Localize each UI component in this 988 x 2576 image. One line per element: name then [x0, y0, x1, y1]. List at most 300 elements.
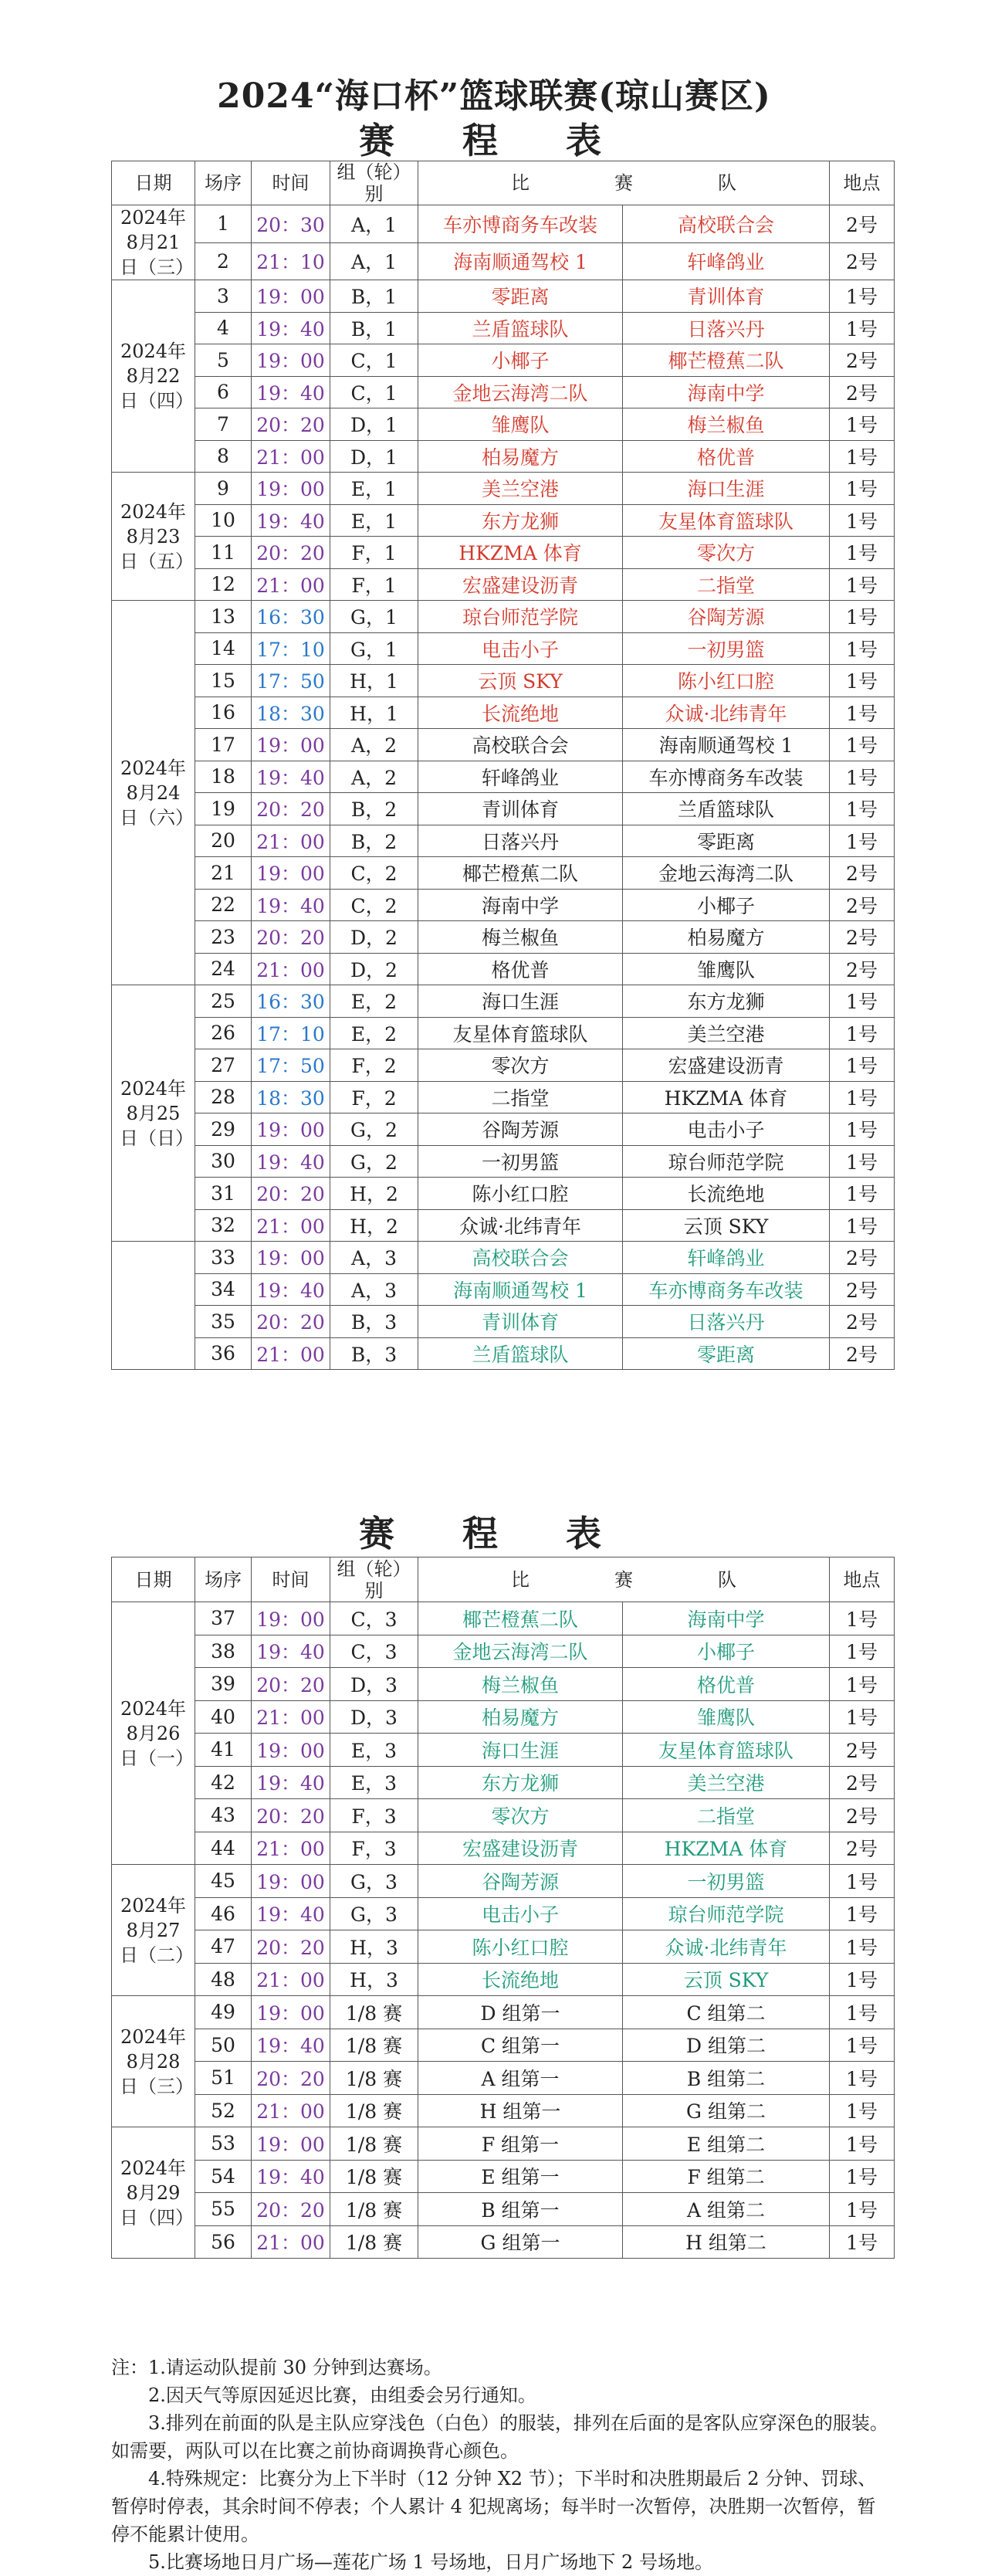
- away-team-cell: E 组第二: [623, 2127, 830, 2161]
- seq-cell: 26: [195, 1017, 252, 1049]
- date-cell: 2024年8月27日（二）: [112, 1865, 195, 1996]
- home-team-cell: 高校联合会: [418, 1242, 623, 1274]
- group-cell: G，1: [330, 632, 418, 665]
- home-team-cell: H 组第一: [418, 2094, 623, 2127]
- group-cell: H，3: [330, 1930, 418, 1964]
- group-cell: E，3: [330, 1766, 418, 1799]
- seq-cell: 18: [195, 761, 252, 793]
- table-row: [112, 1865, 895, 1898]
- home-team-cell: 柏易魔方: [418, 1700, 623, 1734]
- group-cell: A，3: [330, 1242, 418, 1274]
- venue-cell: 1号: [830, 1865, 895, 1898]
- away-team-cell: 格优普: [623, 1668, 830, 1701]
- seq-cell: 48: [195, 1963, 252, 1996]
- seq-cell: 7: [195, 408, 252, 441]
- time-cell: 21：00: [252, 2225, 330, 2259]
- venue-cell: 2号: [830, 242, 895, 280]
- group-cell: C，3: [330, 1635, 418, 1668]
- header-venue: 地点: [830, 161, 895, 205]
- home-team-cell: 柏易魔方: [418, 440, 623, 473]
- time-cell: 19：40: [252, 504, 330, 537]
- away-team-cell: 云顶 SKY: [623, 1963, 830, 1996]
- home-team-cell: 金地云海湾二队: [418, 1635, 623, 1668]
- home-team-cell: 兰盾篮球队: [418, 312, 623, 344]
- home-team-cell: 二指堂: [418, 1081, 623, 1113]
- time-cell: 19：40: [252, 1897, 330, 1930]
- away-team-cell: 美兰空港: [623, 1017, 830, 1049]
- table-row: [112, 1113, 895, 1146]
- table-row: [112, 344, 895, 377]
- group-cell: F，1: [330, 568, 418, 601]
- home-team-cell: 宏盛建设沥青: [418, 568, 623, 601]
- table-row: [112, 376, 895, 408]
- away-team-cell: 电击小子: [623, 1113, 830, 1146]
- venue-cell: 1号: [830, 408, 895, 441]
- seq-cell: 50: [195, 2029, 252, 2062]
- time-cell: 19：40: [252, 1273, 330, 1306]
- away-team-cell: 格优普: [623, 440, 830, 473]
- time-cell: 21：00: [252, 1700, 330, 1734]
- away-team-cell: 云顶 SKY: [623, 1209, 830, 1242]
- header-group: 组（轮）别: [330, 1557, 418, 1602]
- away-team-cell: 众诚·北纬青年: [623, 1930, 830, 1964]
- venue-cell: 2号: [830, 921, 895, 954]
- table-row: [112, 1602, 895, 1635]
- group-cell: H，2: [330, 1209, 418, 1242]
- table-row: [112, 1668, 895, 1701]
- venue-cell: 2号: [830, 376, 895, 408]
- time-cell: 20：20: [252, 921, 330, 954]
- group-cell: F，3: [330, 1799, 418, 1832]
- home-team-cell: 长流绝地: [418, 1963, 623, 1996]
- group-cell: 1/8 赛: [330, 2160, 418, 2193]
- venue-cell: 2号: [830, 1273, 895, 1306]
- header-venue: 地点: [830, 1557, 895, 1602]
- schedule-table-2: [111, 1557, 895, 2259]
- group-cell: E，2: [330, 985, 418, 1018]
- table-row: [112, 665, 895, 697]
- time-cell: 20：20: [252, 1930, 330, 1964]
- seq-cell: 3: [195, 280, 252, 313]
- home-team-cell: 美兰空港: [418, 473, 623, 505]
- note-5: 5.比赛场地日月广场—莲花广场 1 号场地，日月广场地下 2 号场地。: [148, 2551, 713, 2573]
- group-cell: A，2: [330, 729, 418, 761]
- schedule-subtitle-2: 赛 程 表: [358, 1513, 630, 1554]
- table-header-row: [112, 1557, 895, 1602]
- table-row: [112, 2225, 895, 2259]
- time-cell: 19：40: [252, 312, 330, 344]
- time-cell: 17：10: [252, 1017, 330, 1049]
- seq-cell: 38: [195, 1635, 252, 1668]
- group-cell: F，1: [330, 537, 418, 569]
- group-cell: 1/8 赛: [330, 2193, 418, 2226]
- group-cell: G，3: [330, 1897, 418, 1930]
- group-cell: D，1: [330, 440, 418, 473]
- group-cell: B，2: [330, 825, 418, 857]
- away-team-cell: B 组第二: [623, 2062, 830, 2095]
- home-team-cell: 友星体育篮球队: [418, 1017, 623, 1049]
- away-team-cell: 日落兴丹: [623, 1306, 830, 1338]
- header-match-c: 队: [718, 172, 736, 194]
- away-team-cell: 零距离: [623, 825, 830, 857]
- away-team-cell: 金地云海湾二队: [623, 857, 830, 890]
- table-row: [112, 632, 895, 665]
- group-cell: D，3: [330, 1700, 418, 1734]
- time-cell: 19：00: [252, 729, 330, 761]
- away-team-cell: 小椰子: [623, 889, 830, 921]
- table-row: [112, 857, 895, 890]
- venue-cell: 1号: [830, 312, 895, 344]
- note-1: 注：1.请运动队提前 30 分钟到达赛场。: [111, 2357, 442, 2378]
- header-time: 时间: [252, 161, 330, 205]
- time-cell: 21：00: [252, 1963, 330, 1996]
- seq-cell: 13: [195, 601, 252, 633]
- seq-cell: 11: [195, 537, 252, 569]
- table-row: [112, 1209, 895, 1242]
- seq-cell: 16: [195, 697, 252, 729]
- header-match-a: 比: [511, 1568, 530, 1591]
- table-row: [112, 440, 895, 473]
- venue-cell: 1号: [830, 985, 895, 1018]
- venue-cell: 1号: [830, 1700, 895, 1734]
- away-team-cell: 兰盾篮球队: [623, 793, 830, 825]
- away-team-cell: 零次方: [623, 537, 830, 569]
- seq-cell: 31: [195, 1178, 252, 1210]
- group-cell: H，1: [330, 665, 418, 697]
- group-cell: C，2: [330, 889, 418, 921]
- table-row: [112, 953, 895, 985]
- venue-cell: 1号: [830, 1017, 895, 1049]
- time-cell: 19：40: [252, 1145, 330, 1178]
- table-row: [112, 2094, 895, 2127]
- time-cell: 19：00: [252, 280, 330, 313]
- date-cell: [112, 1242, 195, 1370]
- table-row: [112, 1081, 895, 1113]
- table-row: [112, 793, 895, 825]
- time-cell: 17：10: [252, 632, 330, 665]
- header-date: 日期: [112, 1557, 195, 1602]
- time-cell: 16：30: [252, 601, 330, 633]
- venue-cell: 2号: [830, 1337, 895, 1370]
- home-team-cell: 东方龙狮: [418, 1766, 623, 1799]
- date-cell: 2024年8月28日（三）: [112, 1996, 195, 2127]
- date-cell: 2024年8月29日（四）: [112, 2127, 195, 2259]
- venue-cell: 2号: [830, 889, 895, 921]
- time-cell: 21：10: [252, 242, 330, 280]
- time-cell: 21：00: [252, 1337, 330, 1370]
- table-row: [112, 1635, 895, 1668]
- time-cell: 20：20: [252, 1668, 330, 1701]
- home-team-cell: 轩峰鸽业: [418, 761, 623, 793]
- away-team-cell: 长流绝地: [623, 1178, 830, 1210]
- seq-cell: 51: [195, 2062, 252, 2095]
- venue-cell: 1号: [830, 2225, 895, 2259]
- time-cell: 19：00: [252, 1734, 330, 1767]
- time-cell: 21：00: [252, 568, 330, 601]
- notes: [111, 2354, 891, 2576]
- seq-cell: 2: [195, 242, 252, 280]
- venue-cell: 1号: [830, 2127, 895, 2161]
- group-cell: C，1: [330, 376, 418, 408]
- group-cell: A，3: [330, 1273, 418, 1306]
- schedule-table-1: [111, 161, 895, 1370]
- seq-cell: 33: [195, 1242, 252, 1274]
- home-team-cell: 椰芒橙蕉二队: [418, 1602, 623, 1635]
- home-team-cell: 一初男篮: [418, 1145, 623, 1178]
- venue-cell: 1号: [830, 2160, 895, 2193]
- venue-cell: 1号: [830, 729, 895, 761]
- away-team-cell: 零距离: [623, 1337, 830, 1370]
- time-cell: 19：00: [252, 1865, 330, 1898]
- note-4: 4.特殊规定：比赛分为上下半时（12 分钟 X2 节）；下半时和决胜期最后 2 分钟、罚球、暂停时停表，其余时间不停表；个人累计 4 犯规离场；每半时一次暂停，决胜期一次暂停，暂停不能累计使用。: [111, 2468, 877, 2545]
- seq-cell: 5: [195, 344, 252, 377]
- group-cell: C，3: [330, 1602, 418, 1635]
- date-cell: 2024年8月23日（五）: [112, 473, 195, 601]
- seq-cell: 15: [195, 665, 252, 697]
- venue-cell: 1号: [830, 1209, 895, 1242]
- group-cell: 1/8 赛: [330, 2029, 418, 2062]
- time-cell: 19：40: [252, 2029, 330, 2062]
- time-cell: 20：20: [252, 1178, 330, 1210]
- home-team-cell: HKZMA 体育: [418, 537, 623, 569]
- seq-cell: 4: [195, 312, 252, 344]
- seq-cell: 47: [195, 1930, 252, 1964]
- seq-cell: 25: [195, 985, 252, 1018]
- venue-cell: 1号: [830, 504, 895, 537]
- group-cell: B，1: [330, 280, 418, 313]
- group-cell: B，2: [330, 793, 418, 825]
- group-cell: B，3: [330, 1337, 418, 1370]
- header-match: [418, 1557, 830, 1602]
- table-row: [112, 729, 895, 761]
- home-team-cell: 陈小红口腔: [418, 1178, 623, 1210]
- venue-cell: 1号: [830, 1178, 895, 1210]
- venue-cell: 1号: [830, 793, 895, 825]
- seq-cell: 27: [195, 1049, 252, 1082]
- venue-cell: 1号: [830, 761, 895, 793]
- group-cell: D，2: [330, 921, 418, 954]
- seq-cell: 52: [195, 2094, 252, 2127]
- time-cell: 20：20: [252, 408, 330, 441]
- group-cell: B，3: [330, 1306, 418, 1338]
- home-team-cell: 海口生涯: [418, 1734, 623, 1767]
- table-row: [112, 1337, 895, 1370]
- seq-cell: 43: [195, 1799, 252, 1832]
- away-team-cell: 轩峰鸽业: [623, 1242, 830, 1274]
- home-team-cell: 雏鹰队: [418, 408, 623, 441]
- venue-cell: 1号: [830, 825, 895, 857]
- away-team-cell: 琼台师范学院: [623, 1145, 830, 1178]
- venue-cell: 2号: [830, 1766, 895, 1799]
- date-cell: 2024年8月26日（一）: [112, 1602, 195, 1865]
- venue-cell: 1号: [830, 1145, 895, 1178]
- group-cell: C，2: [330, 857, 418, 890]
- table-row: [112, 1700, 895, 1734]
- seq-cell: 37: [195, 1602, 252, 1635]
- group-cell: 1/8 赛: [330, 2225, 418, 2259]
- away-team-cell: 二指堂: [623, 1799, 830, 1832]
- seq-cell: 1: [195, 205, 252, 243]
- group-cell: 1/8 赛: [330, 2062, 418, 2095]
- group-cell: A，1: [330, 242, 418, 280]
- table-row: [112, 1145, 895, 1178]
- seq-cell: 44: [195, 1832, 252, 1865]
- away-team-cell: 谷陶芳源: [623, 601, 830, 633]
- home-team-cell: 海口生涯: [418, 985, 623, 1018]
- date-cell: 2024年8月22日（四）: [112, 280, 195, 473]
- venue-cell: 2号: [830, 1242, 895, 1274]
- venue-cell: 1号: [830, 473, 895, 505]
- time-cell: 21：00: [252, 1209, 330, 1242]
- table-row: [112, 1306, 895, 1338]
- venue-cell: 1号: [830, 2029, 895, 2062]
- group-cell: F，2: [330, 1081, 418, 1113]
- seq-cell: 12: [195, 568, 252, 601]
- seq-cell: 34: [195, 1273, 252, 1306]
- seq-cell: 20: [195, 825, 252, 857]
- home-team-cell: 海南顺通驾校 1: [418, 242, 623, 280]
- home-team-cell: G 组第一: [418, 2225, 623, 2259]
- home-team-cell: 小椰子: [418, 344, 623, 377]
- table-row: [112, 985, 895, 1018]
- away-team-cell: 二指堂: [623, 568, 830, 601]
- group-cell: E，2: [330, 1017, 418, 1049]
- seq-cell: 32: [195, 1209, 252, 1242]
- group-cell: 1/8 赛: [330, 1996, 418, 2029]
- home-team-cell: 日落兴丹: [418, 825, 623, 857]
- venue-cell: 1号: [830, 1049, 895, 1082]
- time-cell: 16：30: [252, 985, 330, 1018]
- away-team-cell: 雏鹰队: [623, 1700, 830, 1734]
- time-cell: 21：00: [252, 1832, 330, 1865]
- home-team-cell: 众诚·北纬青年: [418, 1209, 623, 1242]
- table-row: [112, 1897, 895, 1930]
- table-row: [112, 2193, 895, 2226]
- header-match-b: 赛: [614, 172, 633, 194]
- time-cell: 19：00: [252, 1113, 330, 1146]
- group-cell: H，3: [330, 1963, 418, 1996]
- table-row: [112, 473, 895, 505]
- home-team-cell: 琼台师范学院: [418, 601, 623, 633]
- time-cell: 21：00: [252, 953, 330, 985]
- home-team-cell: 谷陶芳源: [418, 1113, 623, 1146]
- home-team-cell: 宏盛建设沥青: [418, 1832, 623, 1865]
- table-row: [112, 761, 895, 793]
- home-team-cell: F 组第一: [418, 2127, 623, 2161]
- table-row: [112, 921, 895, 954]
- seq-cell: 29: [195, 1113, 252, 1146]
- venue-cell: 1号: [830, 1602, 895, 1635]
- home-team-cell: 青训体育: [418, 1306, 623, 1338]
- table-row: [112, 504, 895, 537]
- header-group: 组（轮）别: [330, 161, 418, 205]
- group-cell: E，1: [330, 473, 418, 505]
- table-row: [112, 205, 895, 243]
- venue-cell: 1号: [830, 2094, 895, 2127]
- home-team-cell: 电击小子: [418, 632, 623, 665]
- seq-cell: 45: [195, 1865, 252, 1898]
- home-team-cell: A 组第一: [418, 2062, 623, 2095]
- table-row: [112, 1178, 895, 1210]
- seq-cell: 24: [195, 953, 252, 985]
- home-team-cell: D 组第一: [418, 1996, 623, 2029]
- home-team-cell: 海南顺通驾校 1: [418, 1273, 623, 1306]
- table-row: [112, 1734, 895, 1767]
- away-team-cell: 海南顺通驾校 1: [623, 729, 830, 761]
- table-row: [112, 1242, 895, 1274]
- away-team-cell: 陈小红口腔: [623, 665, 830, 697]
- away-team-cell: H 组第二: [623, 2225, 830, 2259]
- home-team-cell: 车亦博商务车改装: [418, 205, 623, 243]
- seq-cell: 14: [195, 632, 252, 665]
- home-team-cell: 电击小子: [418, 1897, 623, 1930]
- time-cell: 20：30: [252, 205, 330, 243]
- group-cell: F，3: [330, 1832, 418, 1865]
- away-team-cell: 高校联合会: [623, 205, 830, 243]
- table-row: [112, 2029, 895, 2062]
- table-row: [112, 2160, 895, 2193]
- seq-cell: 53: [195, 2127, 252, 2161]
- table-header-row: [112, 161, 895, 205]
- venue-cell: 2号: [830, 1799, 895, 1832]
- seq-cell: 41: [195, 1734, 252, 1767]
- seq-cell: 55: [195, 2193, 252, 2226]
- group-cell: D，1: [330, 408, 418, 441]
- time-cell: 18：30: [252, 1081, 330, 1113]
- time-cell: 20：20: [252, 793, 330, 825]
- group-cell: D，2: [330, 953, 418, 985]
- home-team-cell: 云顶 SKY: [418, 665, 623, 697]
- venue-cell: 1号: [830, 1963, 895, 1996]
- venue-cell: 1号: [830, 1930, 895, 1964]
- away-team-cell: 海南中学: [623, 1602, 830, 1635]
- seq-cell: 23: [195, 921, 252, 954]
- home-team-cell: E 组第一: [418, 2160, 623, 2193]
- time-cell: 19：40: [252, 889, 330, 921]
- away-team-cell: 一初男篮: [623, 632, 830, 665]
- away-team-cell: 小椰子: [623, 1635, 830, 1668]
- away-team-cell: 东方龙狮: [623, 985, 830, 1018]
- venue-cell: 1号: [830, 2193, 895, 2226]
- group-cell: G，2: [330, 1145, 418, 1178]
- table-row: [112, 1273, 895, 1306]
- away-team-cell: C 组第二: [623, 1996, 830, 2029]
- home-team-cell: C 组第一: [418, 2029, 623, 2062]
- venue-cell: 1号: [830, 537, 895, 569]
- away-team-cell: 海口生涯: [623, 473, 830, 505]
- venue-cell: 1号: [830, 665, 895, 697]
- away-team-cell: 轩峰鸽业: [623, 242, 830, 280]
- seq-cell: 21: [195, 857, 252, 890]
- seq-cell: 40: [195, 1700, 252, 1734]
- away-team-cell: 雏鹰队: [623, 953, 830, 985]
- table-row: [112, 2062, 895, 2095]
- away-team-cell: 日落兴丹: [623, 312, 830, 344]
- seq-cell: 17: [195, 729, 252, 761]
- table-row: [112, 2127, 895, 2161]
- seq-cell: 9: [195, 473, 252, 505]
- header-seq: 场序: [195, 1557, 252, 1602]
- time-cell: 21：00: [252, 440, 330, 473]
- home-team-cell: 格优普: [418, 953, 623, 985]
- away-team-cell: 友星体育篮球队: [623, 1734, 830, 1767]
- venue-cell: 1号: [830, 568, 895, 601]
- time-cell: 19：00: [252, 344, 330, 377]
- time-cell: 21：00: [252, 825, 330, 857]
- venue-cell: 1号: [830, 280, 895, 313]
- seq-cell: 19: [195, 793, 252, 825]
- home-team-cell: 青训体育: [418, 793, 623, 825]
